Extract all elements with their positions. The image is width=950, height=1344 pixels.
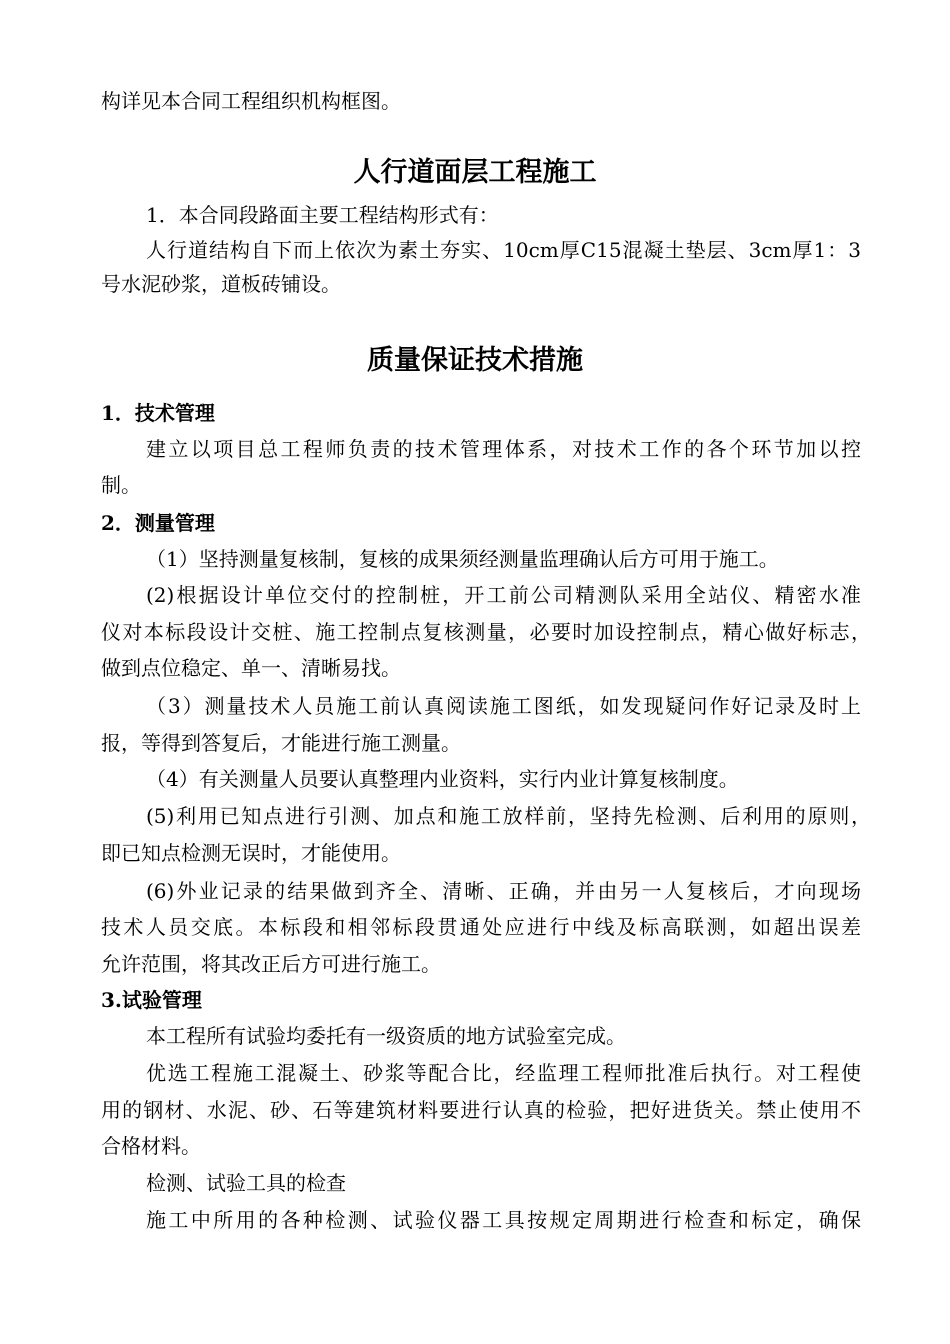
heading-tech-management: 1．技术管理 — [101, 401, 215, 425]
survey-item-1: （1）坚持测量复核制，复核的成果须经测量监理确认后方可用于施工。 — [146, 547, 779, 571]
test-para-4-line-1: 施工中所用的各种检测、试验仪器工具按规定周期进行检查和标定，确保 — [146, 1208, 861, 1232]
tech-para-line-1: 建立以项目总工程师负责的技术管理体系，对技术工作的各个环节加以控 — [146, 437, 861, 461]
test-para-2-line-2: 用的钢材、水泥、砂、石等建筑材料要进行认真的检验，把好进货关。禁止使用不 — [101, 1098, 861, 1122]
survey-item-2-line-3: 做到点位稳定、单一、清晰易找。 — [101, 656, 401, 680]
survey-item-6-line-3: 允许范围，将其改正后方可进行施工。 — [101, 952, 441, 976]
heading-test-management: 3.试验管理 — [101, 988, 202, 1012]
survey-item-6-line-2: 技术人员交底。本标段和相邻标段贯通处应进行中线及标高联测，如超出误差 — [101, 915, 861, 939]
heading-survey-management: 2．测量管理 — [101, 511, 215, 535]
survey-item-5-line-1: (5)利用已知点进行引测、加点和施工放样前，坚持先检测、后利用的原则， — [146, 804, 871, 828]
structure-para-line-1: 人行道结构自下而上依次为素土夯实、10cm厚C15混凝土垫层、3cm厚1：3 — [146, 238, 861, 262]
section-title-sidewalk: 人行道面层工程施工 — [353, 157, 597, 188]
survey-item-2-line-1: (2)根据设计单位交付的控制桩，开工前公司精测队采用全站仪、精密水准 — [146, 583, 861, 607]
test-para-2-line-1: 优选工程施工混凝土、砂浆等配合比，经监理工程师批准后执行。对工程使 — [146, 1061, 861, 1085]
survey-item-6-line-1: (6)外业记录的结果做到齐全、清晰、正确，并由另一人复核后，才向现场 — [146, 879, 861, 903]
test-para-1: 本工程所有试验均委托有一级资质的地方试验室完成。 — [146, 1024, 626, 1048]
test-para-3: 检测、试验工具的检查 — [146, 1171, 346, 1195]
test-para-2-line-3: 合格材料。 — [101, 1134, 201, 1158]
survey-item-3-line-1: （3）测量技术人员施工前认真阅读施工图纸，如发现疑问作好记录及时上 — [146, 694, 861, 718]
structure-item-1: 1．本合同段路面主要工程结构形式有： — [146, 203, 499, 227]
structure-para-line-2: 号水泥砂浆，道板砖铺设。 — [101, 272, 341, 296]
survey-item-4: （4）有关测量人员要认真整理内业资料，实行内业计算复核制度。 — [146, 767, 739, 791]
survey-item-5-line-2: 即已知点检测无误时，才能使用。 — [101, 841, 401, 865]
survey-item-2-line-2: 仪对本标段设计交桩、施工控制点复核测量，必要时加设控制点，精心做好标志， — [101, 620, 871, 644]
section-title-quality: 质量保证技术措施 — [367, 345, 583, 376]
tech-para-line-2: 制。 — [101, 473, 141, 497]
intro-tail-line: 构详见本合同工程组织机构框图。 — [101, 89, 401, 113]
survey-item-3-line-2: 报，等得到答复后，才能进行施工测量。 — [101, 731, 461, 755]
